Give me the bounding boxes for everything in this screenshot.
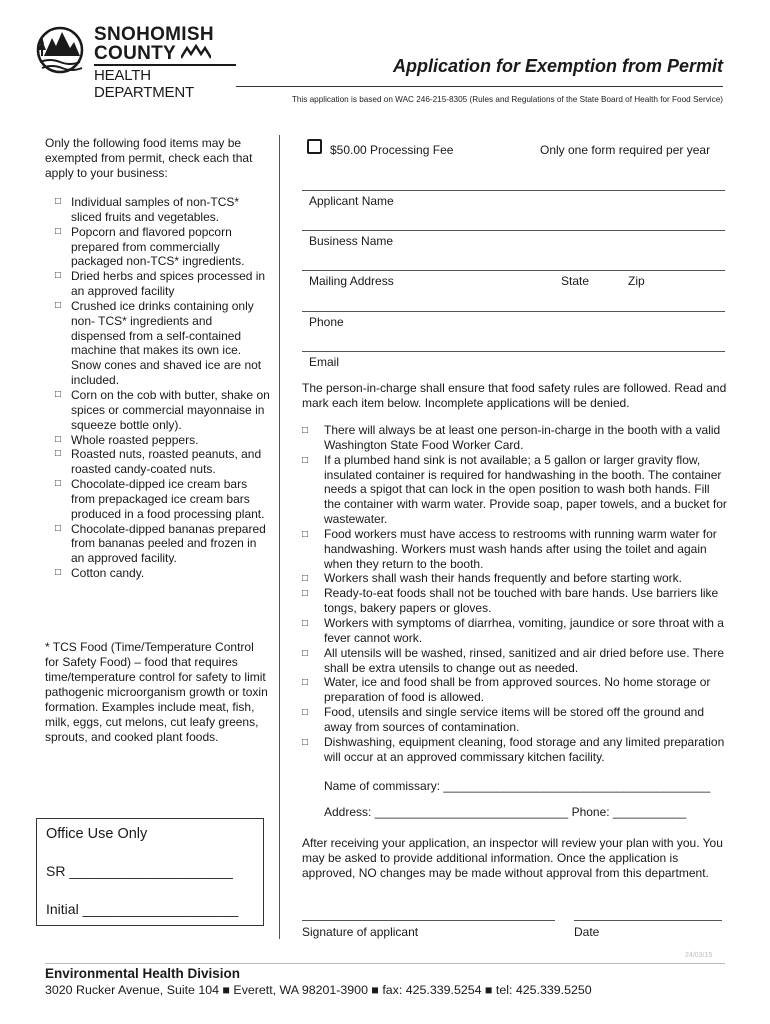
commissary-address-phone-field[interactable]: Address: _____________________________ Phone: ___________ — [324, 805, 687, 819]
rule-item-label: Water, ice and food shall be from approved sources. No home storage or preparation of food is allowed. — [324, 675, 711, 705]
title-divider — [236, 86, 723, 87]
food-item — [55, 447, 270, 477]
phone-field[interactable] — [302, 311, 725, 312]
one-form-per-year-note: Only one form required per year — [540, 143, 711, 157]
checkbox-icon[interactable]: □ — [55, 225, 62, 237]
commissary-name-field[interactable]: Name of commissary: ________________________________________ — [324, 779, 711, 793]
logo-line-snohomish: SNOHOMISH — [94, 24, 214, 45]
phone-label: Phone — [309, 315, 344, 329]
rule-item — [302, 453, 727, 527]
rule-item-label: Workers with symptoms of diarrhea, vomiting, jaundice or sore throat with a fever cannot work. — [324, 615, 724, 645]
checkbox-icon[interactable]: □ — [55, 299, 62, 311]
food-item — [55, 433, 270, 448]
rule-item — [302, 571, 727, 586]
food-item — [55, 225, 270, 270]
food-item — [55, 477, 270, 522]
checkbox-icon[interactable]: □ — [302, 707, 309, 719]
checkbox-icon[interactable]: □ — [302, 677, 309, 689]
food-safety-rules-intro: The person-in-charge shall ensure that food safety rules are followed. Read and mark each item below. Incomplete applications will be denied. — [302, 381, 727, 410]
email-label: Email — [309, 355, 340, 369]
checkbox-icon[interactable]: □ — [302, 528, 309, 540]
office-initial-field[interactable]: Initial ____________________ — [46, 901, 239, 917]
food-items-list — [55, 195, 270, 581]
food-item-label: Popcorn and flavored popcorn prepared from commercially packaged non-TCS* ingredients. — [71, 224, 245, 269]
county-emblem-icon — [36, 22, 92, 80]
document-title: Application for Exemption from Permit — [392, 56, 723, 76]
rule-item-label: If a plumbed hand sink is not available; a 5 gallon or larger gravity flow, insulated container is required for handwashing in the booth. The container needs a spigot that can lock in the open position to wash both hands. Fill the container with warm water. Provide soap, paper towels, and a bucket for wastewater. — [324, 452, 727, 527]
rule-item-label: Ready-to-eat foods shall not be touched with bare hands. Use barriers like tongs, bakery papers or gloves. — [324, 586, 719, 616]
office-use-title: Office Use Only — [46, 826, 148, 842]
mountain-icon — [181, 44, 211, 60]
document-subtitle: This application is based on WAC 246-215-8305 (Rules and Regulations of the State Board of Health for Food Service) — [291, 95, 723, 104]
checkbox-icon[interactable]: □ — [55, 270, 62, 282]
checkbox-icon[interactable]: □ — [55, 478, 62, 490]
checkbox-icon[interactable]: □ — [302, 647, 309, 659]
rule-item — [302, 675, 727, 705]
mailing-address-field[interactable] — [302, 270, 725, 271]
review-process-text: After receiving your application, an inspector will review your plan with you. You may be asked to provide additional information. Once the application is approved, NO changes may be made without approval from this department. — [302, 836, 723, 880]
checkbox-icon[interactable]: □ — [55, 433, 62, 445]
form-revision-code: 24/03/15 — [685, 952, 713, 959]
food-item-label: Individual samples of non-TCS* sliced fruits and vegetables. — [71, 195, 240, 224]
applicant-name-label: Applicant Name — [309, 194, 394, 208]
checkbox-icon[interactable]: □ — [55, 196, 62, 207]
rule-item-label: There will always be at least one person-in-charge in the booth with a valid Washington State Food Worker Card. — [324, 423, 721, 452]
checkbox-icon[interactable]: □ — [55, 567, 62, 579]
checkbox-icon[interactable]: □ — [302, 736, 309, 748]
business-name-label: Business Name — [309, 234, 394, 248]
date-field[interactable] — [574, 920, 722, 921]
rule-item-label: Food workers must have access to restrooms with running warm water for handwashing. Workers must wash hands after using the toilet and again when they return to the booth. — [324, 526, 717, 571]
food-item — [55, 522, 270, 567]
rule-item — [302, 586, 727, 616]
business-name-field[interactable] — [302, 230, 725, 231]
rule-item — [302, 423, 727, 453]
food-item-label: Dried herbs and spices processed in an approved facility — [71, 269, 266, 299]
checkbox-icon[interactable]: □ — [302, 425, 309, 436]
tcs-food-footnote: * TCS Food (Time/Temperature Control for Safety Food) – food that requires time/temperature control for safety to limit pathogenic microorganism growth or toxin formation. Examples include meat, fish, milk, eggs, cut melons, cut leafy greens, sprouts, and cooked plant foods. — [45, 640, 268, 744]
checkbox-icon[interactable]: □ — [55, 522, 62, 534]
food-items-intro: Only the following food items may be exempted from permit, check each that apply to your business: — [45, 136, 253, 180]
rule-item — [302, 705, 727, 735]
food-item-label: Roasted nuts, roasted peanuts, and roasted candy-coated nuts. — [71, 447, 262, 477]
date-label: Date — [574, 925, 600, 939]
zip-label: Zip — [628, 274, 645, 288]
checkbox-icon[interactable]: □ — [302, 588, 309, 600]
processing-fee-label: $50.00 Processing Fee — [330, 143, 454, 157]
processing-fee-checkbox[interactable] — [307, 139, 322, 154]
footer-contact-address: 3020 Rucker Avenue, Suite 104 ■ Everett, WA 98201-3900 ■ fax: 425.339.5254 ■ tel: 425.339.5250 — [45, 983, 592, 997]
logo-line-health-department: HEALTH DEPARTMENT — [94, 64, 236, 101]
checkbox-icon[interactable]: □ — [55, 448, 62, 460]
food-item — [55, 269, 270, 299]
rule-item — [302, 616, 727, 646]
footer-divider — [45, 963, 725, 964]
food-item-label: Crushed ice drinks containing only non- TCS* ingredients and dispensed from a self-contained machine that makes its own ice. Snow cones and shaved ice are not included. — [71, 298, 262, 388]
food-item-label: Corn on the cob with butter, shake on spices or commercial mayonnaise in squeeze bottle only). — [71, 387, 270, 432]
food-item-label: Whole roasted peppers. — [71, 432, 199, 447]
rule-item-label: All utensils will be washed, rinsed, sanitized and air dried before use. There shall be extra utensils to change out as needed. — [324, 645, 724, 675]
checkbox-icon[interactable]: □ — [302, 617, 309, 629]
health-department-logo — [36, 22, 236, 101]
rule-item-label: Dishwashing, equipment cleaning, food storage and any limited preparation will occur at an approved commissary kitchen facility. — [324, 734, 725, 764]
rule-item — [302, 735, 727, 765]
food-item — [55, 299, 270, 388]
rule-item — [302, 646, 727, 676]
office-sr-field[interactable]: SR _____________________ — [46, 863, 233, 879]
food-item-label: Cotton candy. — [71, 566, 145, 581]
food-item — [55, 388, 270, 433]
checkbox-icon[interactable]: □ — [302, 573, 309, 585]
food-item-label: Chocolate-dipped bananas prepared from bananas peeled and frozen in an approved facility. — [71, 521, 266, 566]
column-divider — [279, 135, 280, 939]
signature-label: Signature of applicant — [302, 925, 419, 939]
state-label: State — [561, 274, 590, 288]
mailing-address-label: Mailing Address — [309, 274, 394, 288]
signature-field[interactable] — [302, 920, 555, 921]
rule-item — [302, 527, 727, 572]
food-item-label: Chocolate-dipped ice cream bars from prepackaged ice cream bars produced in a food processing plant. — [71, 477, 265, 521]
email-field[interactable] — [302, 351, 725, 352]
office-use-box — [36, 818, 264, 926]
rule-item-label: Workers shall wash their hands frequently and before starting work. — [324, 571, 682, 586]
food-safety-rules-list — [302, 423, 727, 764]
footer-division-name: Environmental Health Division — [45, 966, 241, 981]
checkbox-icon[interactable]: □ — [55, 388, 62, 400]
logo-line-county: COUNTY — [94, 43, 177, 64]
applicant-name-field[interactable] — [302, 190, 725, 191]
food-item — [55, 195, 270, 225]
rule-item-label: Food, utensils and single service items will be stored off the ground and away from sources of contamination. — [324, 705, 704, 734]
food-item — [55, 566, 270, 581]
checkbox-icon[interactable]: □ — [302, 454, 309, 466]
